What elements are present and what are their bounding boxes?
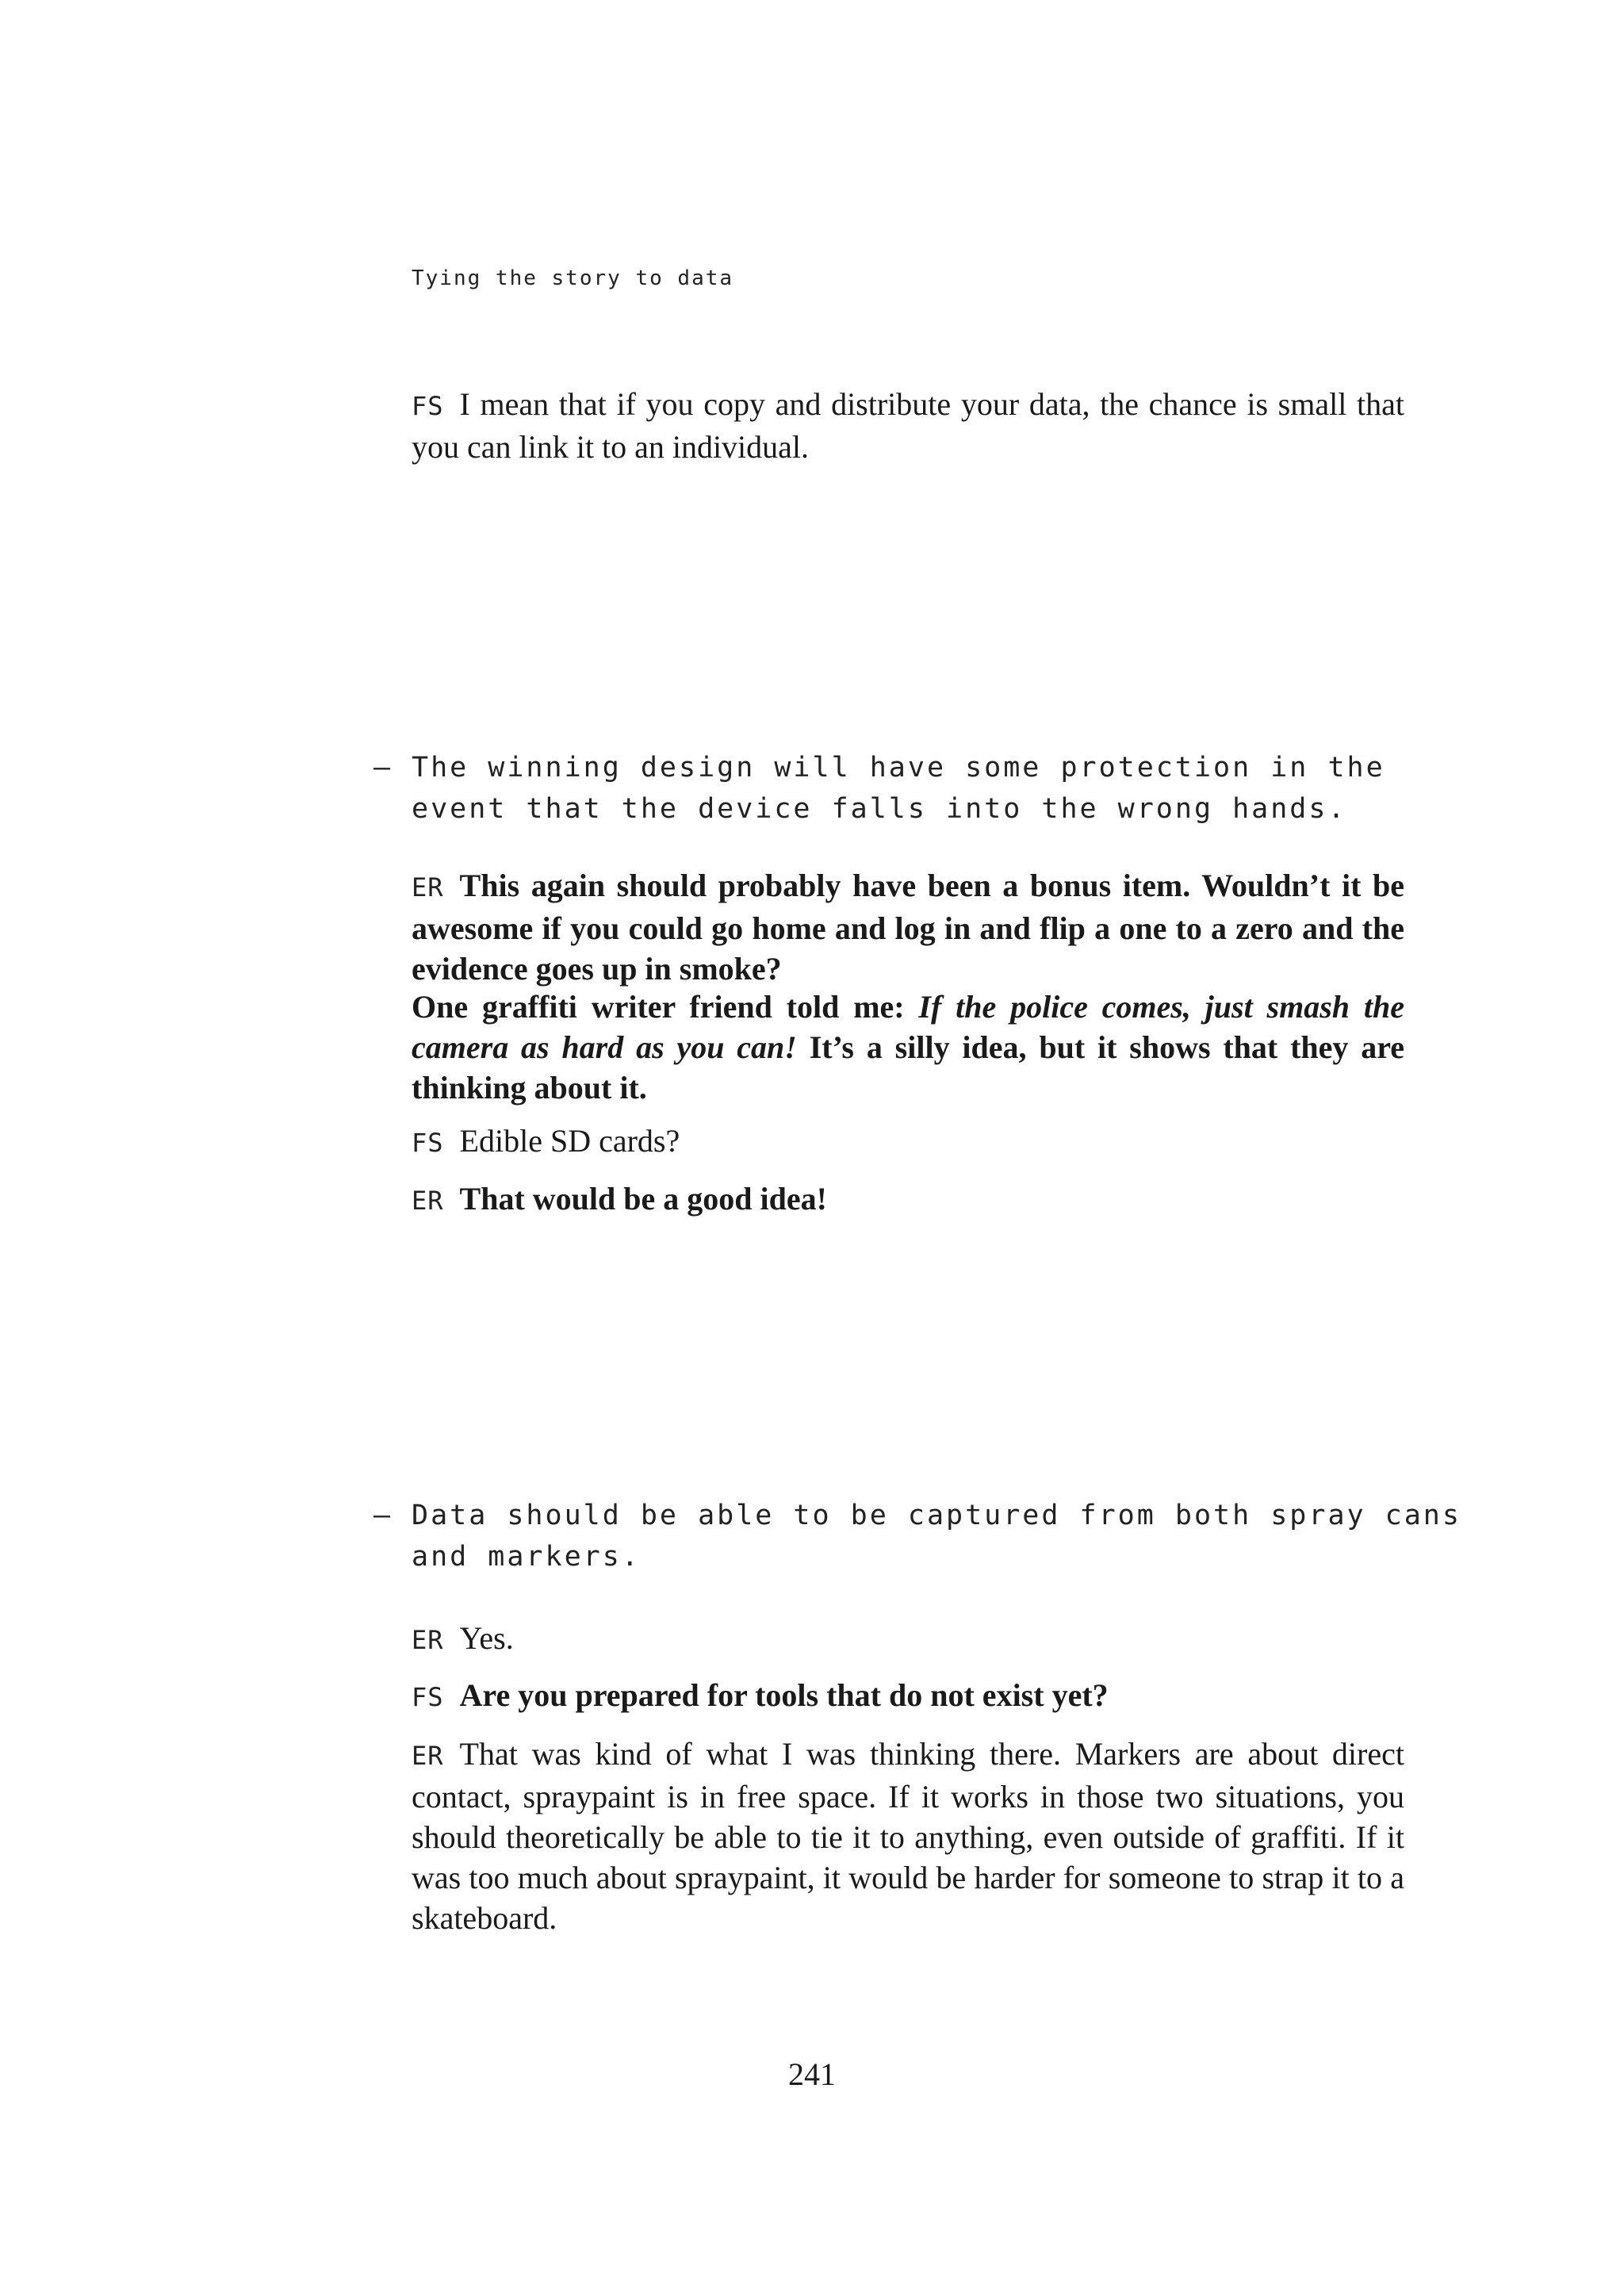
paragraph-er-yes <box>412 1618 1404 1661</box>
speaker-label: FS <box>412 1682 444 1712</box>
paragraph-fs-anonymity <box>412 384 1404 467</box>
paragraph-text: Edible SD cards? <box>459 1123 680 1159</box>
paragraph-text: It’s a silly idea, but it shows that they are thinking about it. <box>412 1029 1405 1106</box>
list-dash: – <box>373 752 393 784</box>
paragraph-er-graffiti-friend <box>412 987 1404 1108</box>
running-head: Tying the story to data <box>412 266 734 290</box>
speaker-label: ER <box>412 1186 444 1216</box>
speaker-label: ER <box>412 1741 444 1771</box>
paragraph-er-good-idea <box>412 1178 1404 1221</box>
paragraph-er-bonus-item <box>412 865 1404 989</box>
paragraph-text: That was kind of what I was thinking there. Markers are about direct contact, spraypaint is in free space. If it works in those two situations, you should theoretically be able to tie it to anything, even outside of graffiti. If it was too much about spraypaint, it would be harder for someone to strap it to a skateboard. <box>412 1736 1404 1936</box>
speaker-label: FS <box>412 1128 444 1158</box>
paragraph-text: Are you prepared for tools that do not exist yet? <box>459 1677 1109 1713</box>
requirement-spray-markers <box>373 1495 1490 1577</box>
paragraph-text: Yes. <box>459 1620 514 1656</box>
paragraph-er-markers-spraypaint <box>412 1734 1404 1938</box>
paragraph-text: That would be a good idea! <box>459 1181 827 1217</box>
speaker-label: FS <box>412 391 444 421</box>
paragraph-fs-future-tools <box>412 1675 1404 1718</box>
list-dash: – <box>373 1500 393 1531</box>
requirement-text: The winning design will have some protection in the event that the device falls into the wrong hands. <box>412 752 1385 825</box>
paragraph-text: One graffiti writer friend told me: <box>412 989 919 1025</box>
requirement-protection <box>373 747 1490 830</box>
paragraph-fs-edible-sd <box>412 1121 1404 1163</box>
requirement-text: Data should be able to be captured from both spray cans and markers. <box>412 1500 1461 1573</box>
speaker-label: ER <box>412 872 444 902</box>
quoted-text: If the police comes, just smash the camera as hard as you can! <box>412 989 1404 1065</box>
page-number: 241 <box>788 2056 836 2092</box>
paragraph-text: This again should probably have been a bonus item. Wouldn’t it be awesome if you could go home and log in and flip a one to a zero and the evidence goes up in smoke? <box>412 868 1404 987</box>
speaker-label: ER <box>412 1625 444 1655</box>
paragraph-text: I mean that if you copy and distribute your data, the chance is small that you can link it to an individual. <box>412 386 1404 465</box>
